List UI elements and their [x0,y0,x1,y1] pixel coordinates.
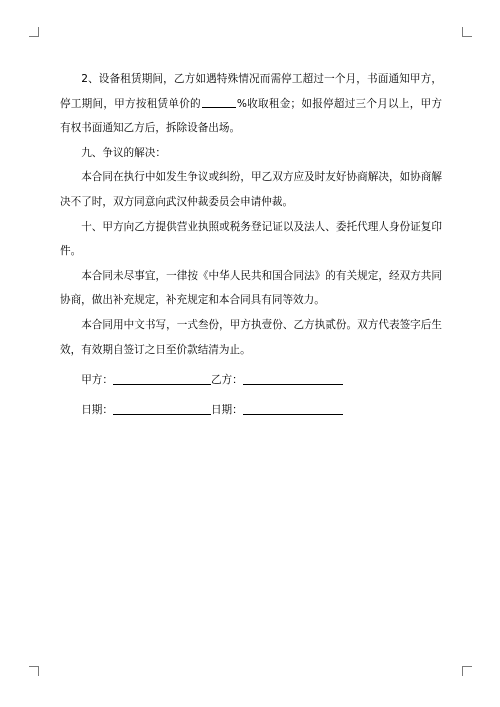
rent-percentage-blank [202,97,236,108]
party-signature-row [60,368,442,393]
corner-mark-top-left [29,27,39,37]
section-9-heading: 九、争议的解决： [81,146,166,159]
clause-shutdown-text-1: 2、设备租赁期间，乙方如遇特殊情况而需停工超过一个月，书面通知甲方，停工期间，甲方按租赁单价的 [60,73,442,110]
document-body [60,67,442,422]
date-label-b: 日期： [210,403,243,416]
corner-mark-top-right [462,27,472,37]
corner-mark-bottom-right [462,666,472,676]
date-b-line [243,403,343,415]
date-signature-row [60,398,442,423]
party-a-signature-line [113,373,211,385]
party-b-label: 乙方： [210,374,243,387]
party-a-label: 甲方： [81,374,113,387]
date-label-a: 日期： [81,403,113,416]
copies-clause: 本合同用中文书写，一式叁份，甲方执壹份、乙方执贰份。双方代表签字后生效，有效期自签订之日至价款结清为止。 [60,318,442,356]
clause-shutdown [60,67,442,141]
date-a-line [113,403,211,415]
unmentioned-matters-clause: 本合同未尽事宜，一律按《中华人民共和国合同法》的有关规定，经双方共同协商，做出补充规定，补充规定和本合同具有同等效力。 [60,269,442,307]
section-10-clause: 十、甲方向乙方提供营业执照或税务登记证以及法人、委托代理人身份证复印件。 [60,220,442,258]
corner-mark-bottom-left [29,666,39,676]
clause-shutdown-text-2: %收取租金；如报停超过三个月以上，甲方有权书面通知乙方后，拆除设备出场。 [60,97,442,135]
dispute-clause: 本合同在执行中如发生争议或纠纷，甲乙双方应及时友好协商解决，如协商解决不了时，双方同意向武汉仲裁委员会申请仲裁。 [60,171,442,208]
party-b-signature-line [243,373,343,385]
